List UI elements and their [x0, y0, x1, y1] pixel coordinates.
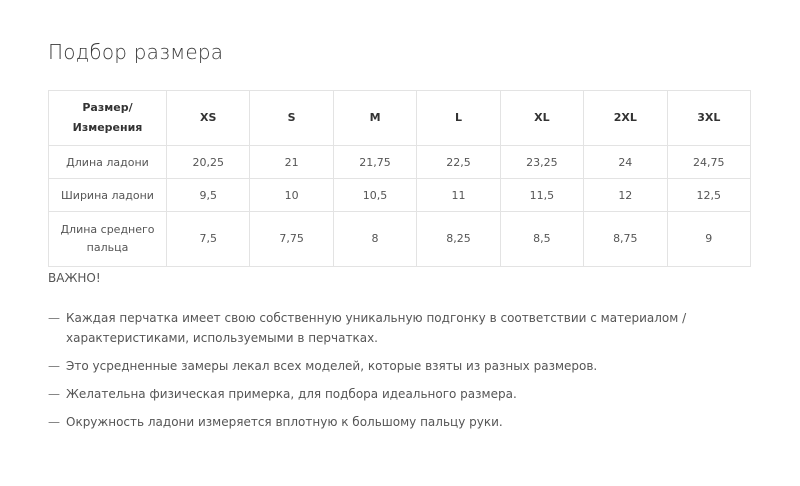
header-size-xs: XS	[167, 91, 250, 146]
table-cell: 23,25	[500, 146, 583, 179]
table-cell: 21	[250, 146, 333, 179]
table-cell: 7,5	[167, 212, 250, 267]
dash-marker: —	[48, 415, 60, 429]
header-size-xl: XL	[500, 91, 583, 146]
notes-list	[48, 308, 748, 432]
table-cell: 8,5	[500, 212, 583, 267]
row-label	[49, 212, 167, 267]
table-header-row	[49, 91, 751, 146]
notes-section	[48, 270, 748, 440]
header-size-l: L	[417, 91, 500, 146]
list-item	[48, 356, 748, 376]
table-cell: 7,75	[250, 212, 333, 267]
note-text: Окружность ладони измеряется вплотную к большому пальцу руки.	[66, 415, 503, 429]
table-row	[49, 212, 751, 267]
table-cell: 11	[417, 179, 500, 212]
table-cell: 9	[667, 212, 750, 267]
row-label: Длина ладони	[49, 146, 167, 179]
list-item	[48, 384, 748, 404]
table-cell: 21,75	[333, 146, 416, 179]
table-cell: 22,5	[417, 146, 500, 179]
page-title: Подбор размера	[48, 40, 224, 64]
note-text: Каждая перчатка имеет свою собственную уникальную подгонку в соответствии с материалом / характеристиками, используемыми в перчатках.	[66, 311, 687, 345]
table-cell: 12	[584, 179, 667, 212]
header-label-line1: Размер/	[82, 101, 133, 114]
dash-marker: —	[48, 387, 60, 401]
note-text: Это усредненные замеры лекал всех моделей, которые взяты из разных размеров.	[66, 359, 598, 373]
note-text: Желательна физическая примерка, для подбора идеального размера.	[66, 387, 517, 401]
table-cell: 12,5	[667, 179, 750, 212]
table-cell: 9,5	[167, 179, 250, 212]
size-chart-table	[48, 90, 751, 267]
table-cell: 24	[584, 146, 667, 179]
table-cell: 11,5	[500, 179, 583, 212]
table-row	[49, 146, 751, 179]
list-item	[48, 412, 748, 432]
table-cell: 8,25	[417, 212, 500, 267]
table-cell: 8,75	[584, 212, 667, 267]
row-label: Ширина ладони	[49, 179, 167, 212]
table-cell: 10,5	[333, 179, 416, 212]
header-label-line2: Измерения	[72, 121, 143, 134]
table-cell: 20,25	[167, 146, 250, 179]
header-size-2xl: 2XL	[584, 91, 667, 146]
important-heading: ВАЖНО!	[48, 271, 101, 285]
dash-marker: —	[48, 311, 60, 325]
row-label-line2: пальца	[86, 241, 129, 254]
row-label-line1: Длина среднего	[60, 223, 155, 236]
dash-marker: —	[48, 359, 60, 373]
table-row	[49, 179, 751, 212]
table-cell: 10	[250, 179, 333, 212]
header-size-s: S	[250, 91, 333, 146]
header-size-3xl: 3XL	[667, 91, 750, 146]
header-size-m: M	[333, 91, 416, 146]
list-item	[48, 308, 748, 348]
header-label-cell	[49, 91, 167, 146]
table-cell: 24,75	[667, 146, 750, 179]
table-cell: 8	[333, 212, 416, 267]
